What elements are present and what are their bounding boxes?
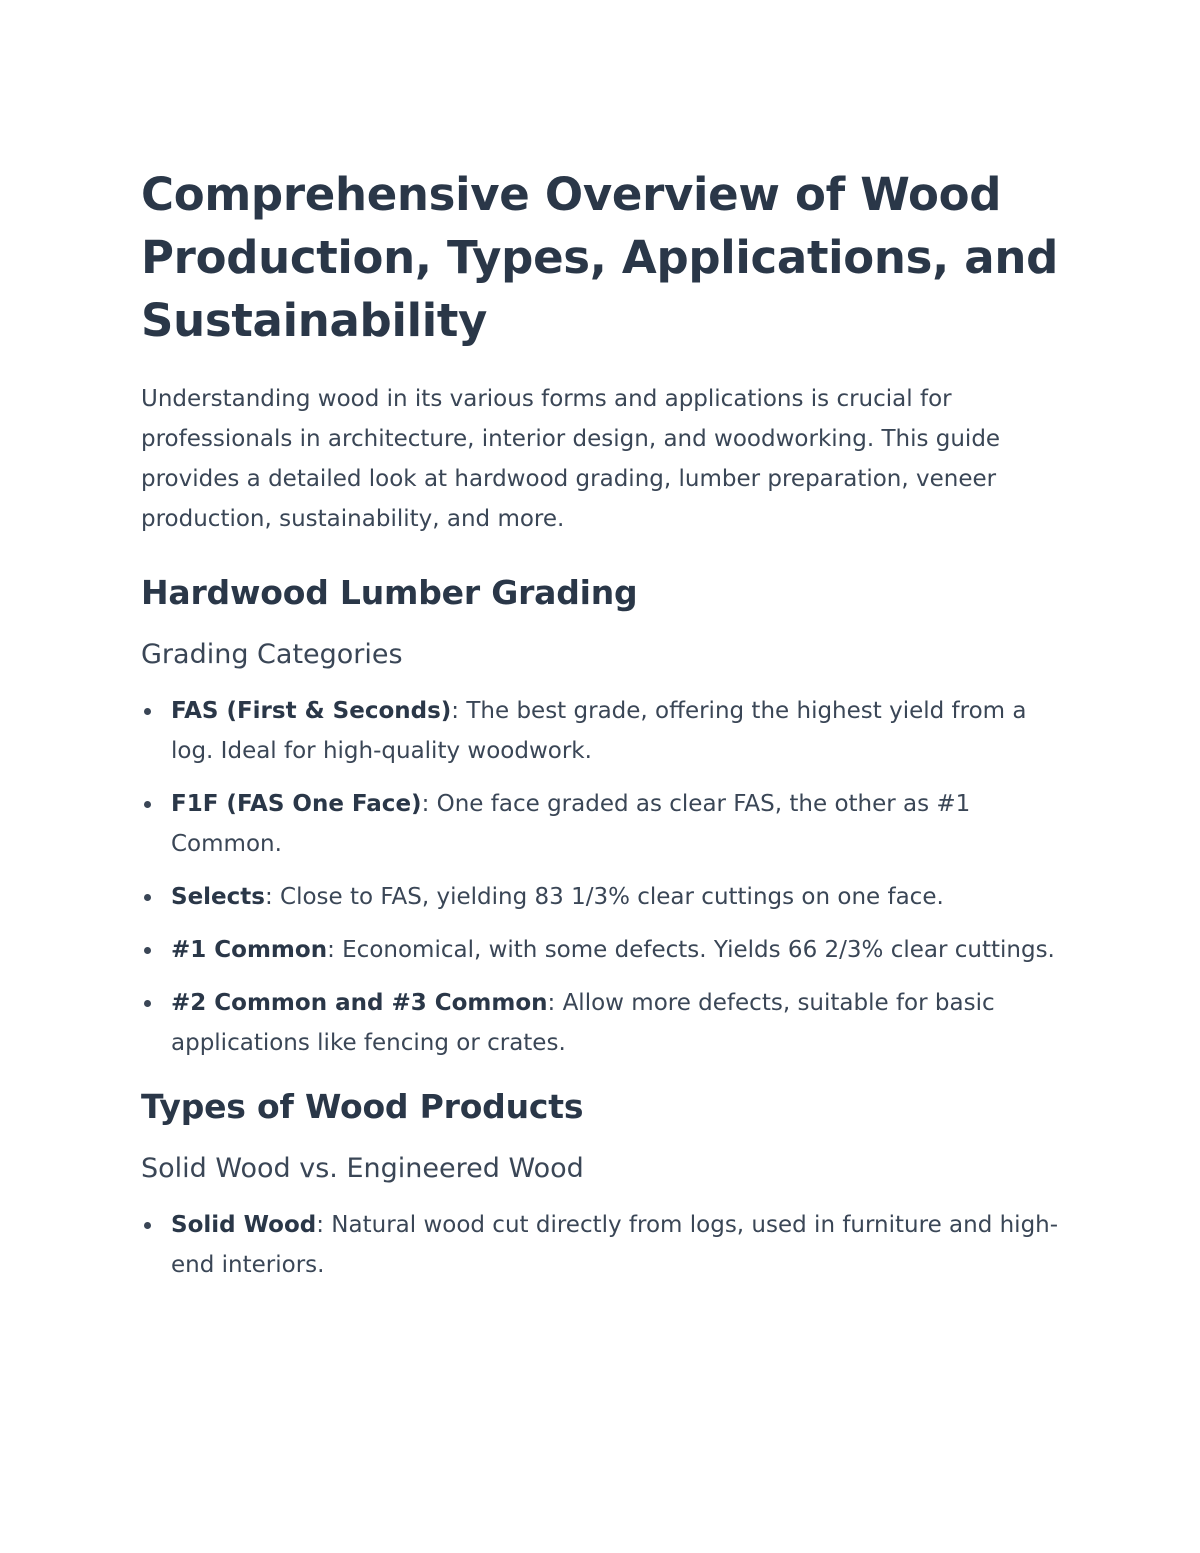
list-item-term: F1F (FAS One Face): [171, 791, 422, 817]
section-heading: Hardwood Lumber Grading: [141, 573, 638, 612]
bullet-icon: [144, 1000, 151, 1007]
list-item: [141, 691, 1060, 771]
bullet-icon: [144, 1222, 151, 1229]
list-item: [141, 983, 1060, 1063]
list-item-term: Solid Wood: [171, 1212, 317, 1238]
document-title: Comprehensive Overview of Wood Production, Types, Applications, and Sustainability: [141, 168, 1059, 347]
section-hardwood-grading: [141, 571, 1060, 1063]
list-item-text: : Natural wood cut directly from logs, used in furniture and high-end interiors.: [171, 1212, 1059, 1278]
intro-paragraph: Understanding wood in its various forms and applications is crucial for professionals in architecture, interior design, and woodworking. This guide provides a detailed look at hardwood grading, lumber preparation, veneer production, sustainability, and more.: [141, 386, 1001, 532]
list-item: [141, 1205, 1060, 1285]
list-item: [141, 877, 1060, 917]
list-item-text: : The best grade, offering the highest yield from a log. Ideal for high-quality woodwork.: [171, 698, 1027, 764]
bullet-icon: [144, 894, 151, 901]
list-item: [141, 784, 1060, 864]
list-item-text: : Allow more defects, suitable for basic applications like fencing or crates.: [171, 990, 995, 1056]
section-heading: Types of Wood Products: [141, 1087, 584, 1126]
section-subheading: Solid Wood vs. Engineered Wood: [141, 1153, 584, 1184]
list-item: [141, 930, 1060, 970]
list-item-term: #1 Common: [171, 937, 328, 963]
list-item-term: Selects: [171, 884, 265, 910]
section-subheading: Grading Categories: [141, 639, 403, 670]
list-item-term: #2 Common and #3 Common: [171, 990, 548, 1016]
bullet-icon: [144, 801, 151, 808]
bullet-icon: [144, 947, 151, 954]
list-item-text: : Close to FAS, yielding 83 1/3% clear cuttings on one face.: [264, 884, 944, 910]
list-item-text: : One face graded as clear FAS, the other as #1 Common.: [171, 791, 971, 857]
products-list: [141, 1205, 1060, 1285]
list-item-term: FAS (First & Seconds): [171, 698, 452, 724]
section-wood-products: [141, 1085, 1060, 1285]
bullet-icon: [144, 708, 151, 715]
list-item-text: : Economical, with some defects. Yields 66 2/3% clear cuttings.: [327, 937, 1055, 963]
grading-list: [141, 691, 1060, 1063]
